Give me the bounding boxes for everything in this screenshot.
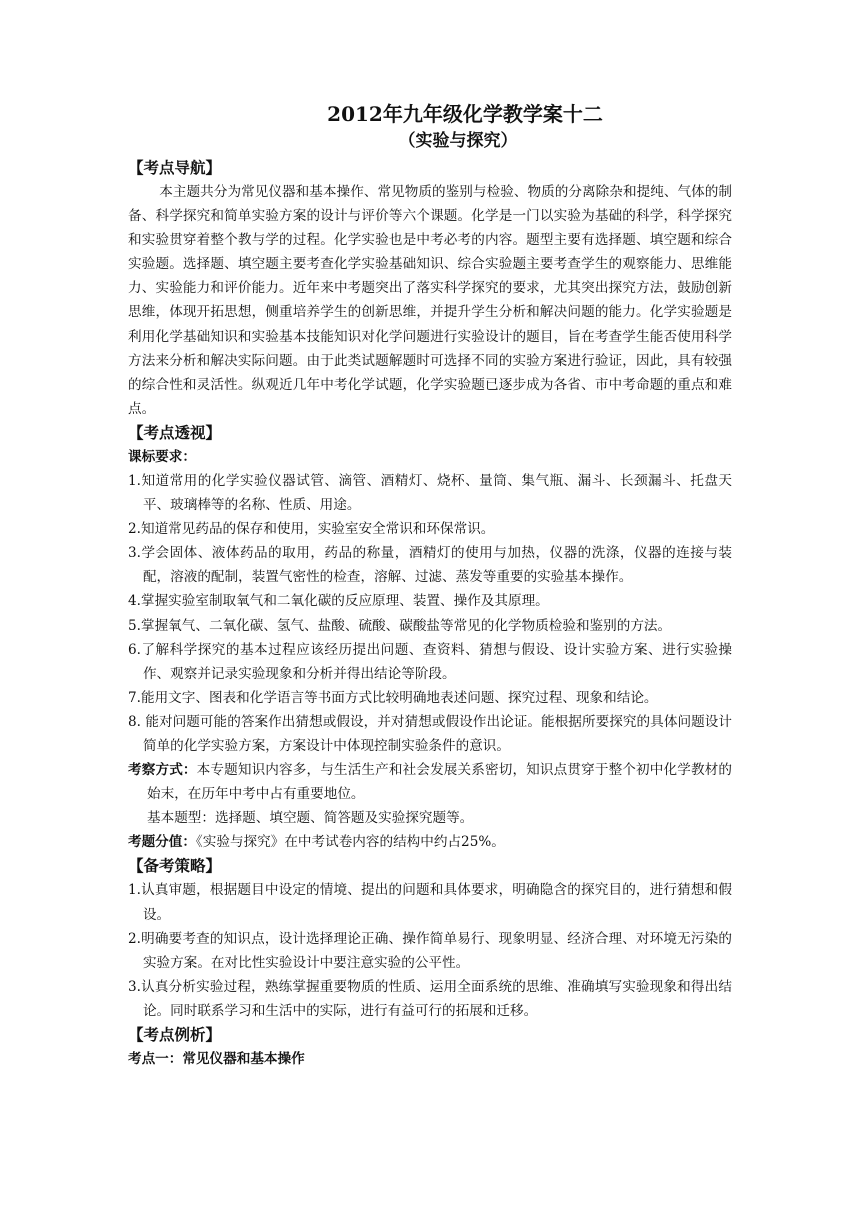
- strategy-item: 1.认真审题，根据题目中设定的情境、提出的问题和具体要求，明确隐含的探究目的，进行猜想和假设。: [128, 882, 732, 923]
- requirements-list: [128, 469, 732, 758]
- section-heading-strategy: 【备考策略】: [128, 856, 222, 876]
- section-heading-perspective: 【考点透视】: [128, 422, 222, 442]
- exam-method-text: 本专题知识内容多，与生活生产和社会发展关系密切，知识点贯穿于整个初中化学教材的始末，在历年中考中占有重要地位。: [147, 762, 733, 803]
- requirement-item: 5.掌握氧气、二氧化碳、氢气、盐酸、硫酸、碳酸盐等常见的化学物质检验和鉴别的方法。: [128, 617, 672, 634]
- strategy-list: [128, 878, 732, 1023]
- exam-score-text: 《实验与探究》在中考试卷内容的结构中约占25%。: [195, 834, 505, 851]
- requirement-item: 8. 能对问题可能的答案作出猜想或假设，并对猜想或假设作出论证。能根据所要探究的具体问题设计简单的化学实验方案，方案设计中体现控制实验条件的意识。: [128, 713, 732, 754]
- requirement-item: 1.知道常用的化学实验仪器试管、滴管、酒精灯、烧杯、量筒、集气瓶、漏斗、长颈漏斗、托盘天平、玻璃棒等的名称、性质、用途。: [128, 472, 732, 514]
- requirement-item: 2.知道常见药品的保存和使用，实验室安全常识和环保常识。: [128, 521, 495, 538]
- document-page: [128, 100, 732, 1071]
- question-types: 基本题型：选择题、填空题、简答题及实验探究题等。: [147, 810, 474, 827]
- exam-score-label: 考题分值：: [128, 834, 196, 851]
- document-subtitle: （实验与探究）: [398, 131, 518, 151]
- section-heading-nav: 【考点导航】: [128, 158, 222, 177]
- exam-method: [128, 758, 732, 806]
- requirements-label: 课标要求：: [128, 448, 196, 465]
- document-title: 2012年九年级化学教学案十二: [327, 102, 603, 126]
- nav-paragraph: 本主题共分为常见仪器和基本操作、常见物质的鉴别与检验、物质的分离除杂和提纯、气体的制备、科学探究和简单实验方案的设计与评价等六个课题。化学是一门以实验为基础的科学，科学探究和实验贯穿着整个教与学的过程。化学实验也是中考必考的内容。题型主要有选择题、填空题和综合实验题。选择题、填空题主要考查化学实验基础知识、综合实验题主要考查学生的观察能力、思维能力、实验能力和评价能力。近年来中考题突出了落实科学探究的要求，尤其突出探究方法，鼓励创新思维，体现开拓思想，侧重培养学生的创新思维，并提升学生分析和解决问题的能力。化学实验题是利用化学基础知识和实验基本技能知识对化学问题进行实验设计的题目，旨在考查学生能否使用科学方法来分析和解决实际问题。由于此类试题解题时可选择不同的实验方案进行验证，因此，具有较强的综合性和灵活性。纵观近几年中考化学试题，化学实验题已逐步成为各省、市中考命题的重点和难点。: [128, 184, 732, 417]
- strategy-item: 2.明确要考查的知识点，设计选择理论正确、操作简单易行、现象明显、经济合理、对环境无污染的实验方案。在对比性实验设计中要注意实验的公平性。: [128, 930, 732, 971]
- exam-method-label: 考察方式：: [128, 762, 197, 779]
- requirement-item: 7.能用文字、图表和化学语言等书面方式比较明确地表述问题、探究过程、现象和结论。: [128, 689, 658, 706]
- section-heading-examples: 【考点例析】: [128, 1025, 222, 1044]
- requirement-item: 6.了解科学探究的基本过程应该经历提出问题、查资料、猜想与假设、设计实验方案、进行实验操作、观察并记录实验现象和分析并得出结论等阶段。: [128, 641, 732, 682]
- strategy-item: 3.认真分析实验过程，熟练掌握重要物质的性质、运用全面系统的思维、准确填写实验现象和得出结论。同时联系学习和生活中的实际，进行有益可行的拓展和迁移。: [128, 978, 732, 1019]
- exam-score: [128, 830, 732, 854]
- example-point-1: 考点一：常见仪器和基本操作: [128, 1051, 305, 1067]
- requirement-item: 3.学会固体、液体药品的取用，药品的称量，酒精灯的使用与加热，仪器的洗涤，仪器的连接与装配，溶液的配制，装置气密性的检查，溶解、过滤、蒸发等重要的实验基本操作。: [128, 545, 732, 586]
- requirement-item: 4.掌握实验室制取氧气和二氧化碳的反应原理、装置、操作及其原理。: [128, 593, 549, 610]
